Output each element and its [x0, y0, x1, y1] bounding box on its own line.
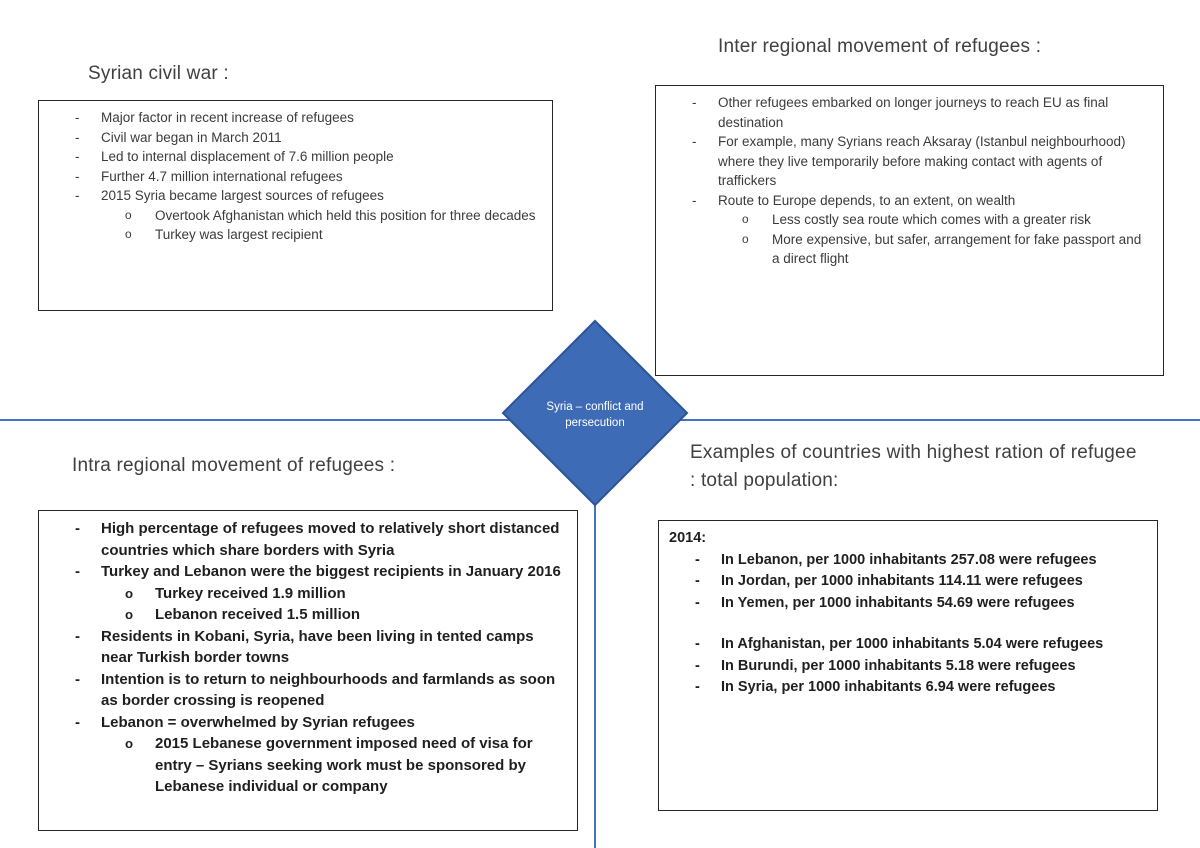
dash-bullet-icon: -: [692, 95, 697, 110]
list-item: [656, 191, 1163, 211]
list-item-text: Turkey was largest recipient: [155, 227, 323, 242]
list-item-text: 2014:: [669, 530, 707, 546]
circle-bullet-icon: o: [742, 212, 749, 226]
highest-ratio-box: [658, 520, 1158, 811]
list-item-text: Lebanon = overwhelmed by Syrian refugees: [101, 713, 415, 731]
list-item-text: More expensive, but safer, arrangement for fake passport and a direct flight: [772, 231, 1142, 266]
circle-bullet-icon: o: [125, 207, 132, 222]
circle-bullet-icon: o: [125, 585, 134, 601]
list-item-text: Intention is to return to neighbourhoods and farmlands as soon as border crossing is reopened: [101, 670, 556, 709]
list-item-text: High percentage of refugees moved to relatively short distanced countries which share borders with Syria: [101, 520, 560, 559]
list-item: [39, 561, 577, 583]
list-item: [656, 93, 1163, 132]
list-item: [659, 656, 1157, 678]
circle-bullet-icon: o: [125, 227, 132, 241]
list-item: [39, 712, 577, 734]
dash-bullet-icon: -: [695, 636, 700, 652]
circle-bullet-icon: o: [742, 231, 749, 246]
list-item-text: In Jordan, per 1000 inhabitants 114.11 were refugees: [721, 573, 1083, 589]
list-item-text: In Lebanon, per 1000 inhabitants 257.08 were refugees: [721, 551, 1097, 568]
list-item-text: 2015 Lebanese government imposed need of visa for entry – Syrians seeking work must be sponsored by Lebanese individual or company: [155, 735, 533, 795]
list-item: [659, 614, 1157, 634]
center-node-label: [515, 399, 675, 431]
inter-regional-box: [655, 85, 1164, 376]
list-item: [39, 167, 552, 187]
dash-bullet-icon: -: [692, 192, 697, 208]
dash-bullet-icon: -: [75, 713, 80, 731]
list-item-text: Overtook Afghanistan which held this position for three decades: [155, 207, 536, 223]
list-item-text: In Burundi, per 1000 inhabitants 5.18 were refugees: [721, 657, 1076, 674]
list-item-text: In Yemen, per 1000 inhabitants 54.69 were refugees: [721, 594, 1075, 611]
list-item: [659, 593, 1157, 615]
list-item-text: Other refugees embarked on longer journeys to reach EU as final destination: [718, 95, 1109, 130]
list-item-text: Civil war began in March 2011: [101, 129, 282, 145]
list-item: [39, 669, 577, 712]
list-item-text: Route to Europe depends, to an extent, on wealth: [718, 192, 1016, 208]
dash-bullet-icon: -: [75, 110, 80, 125]
dash-bullet-icon: -: [695, 551, 700, 568]
dash-bullet-icon: -: [695, 679, 700, 695]
list-item: [39, 186, 552, 206]
dash-bullet-icon: -: [75, 129, 80, 145]
circle-bullet-icon: o: [125, 736, 134, 751]
list-item: [656, 210, 1163, 230]
dash-bullet-icon: -: [75, 188, 80, 203]
list-item: [39, 206, 552, 226]
circle-bullet-icon: o: [125, 607, 134, 622]
list-item: [659, 677, 1157, 699]
list-item: [659, 634, 1157, 656]
dash-bullet-icon: -: [75, 627, 80, 645]
list-item: [39, 225, 552, 245]
quadrant-title-syrian-civil-war: Syrian civil war :: [88, 63, 229, 84]
center-node-line2: persecution: [565, 417, 625, 429]
list-item: [39, 518, 577, 561]
list-item-text: Residents in Kobani, Syria, have been living in tented camps near Turkish border towns: [101, 627, 534, 666]
center-node-line1: Syria – conflict and: [546, 401, 644, 413]
list-item: [39, 147, 552, 167]
list-item-text: Major factor in recent increase of refugees: [101, 110, 354, 125]
list-item-text: In Syria, per 1000 inhabitants 6.94 were refugees: [721, 679, 1056, 695]
list-item-text: Further 4.7 million international refugees: [101, 168, 343, 184]
dash-bullet-icon: -: [695, 594, 700, 611]
list-item: [39, 108, 552, 128]
list-item: [656, 132, 1163, 191]
list-item-text: Turkey received 1.9 million: [155, 584, 346, 602]
dash-bullet-icon: -: [75, 149, 80, 164]
dash-bullet-icon: -: [695, 657, 700, 674]
list-item: [659, 571, 1157, 593]
list-item: [39, 128, 552, 148]
list-item-text: Less costly sea route which comes with a greater risk: [772, 212, 1091, 227]
list-item: [39, 626, 577, 669]
dash-bullet-icon: -: [692, 134, 697, 149]
quadrant-title-intra-regional: Intra regional movement of refugees :: [72, 455, 396, 476]
list-item-text: Turkey and Lebanon were the biggest recipients in January 2016: [101, 563, 561, 580]
syrian-civil-war-box: [38, 100, 553, 311]
quadrant-title-highest-ratio: Examples of countries with highest ration of refugee : total population:: [690, 442, 1137, 491]
list-item: [39, 604, 577, 626]
list-item: [656, 230, 1163, 269]
intra-regional-box: [38, 510, 578, 831]
dash-bullet-icon: -: [75, 563, 80, 580]
list-item: [659, 550, 1157, 572]
dash-bullet-icon: -: [75, 670, 80, 688]
list-item: [39, 733, 577, 798]
list-item-text: For example, many Syrians reach Aksaray (Istanbul neighbourhood) where they live temporarily before making contact with agents of traffickers: [718, 134, 1126, 188]
quadrant-title-inter-regional: Inter regional movement of refugees :: [718, 36, 1042, 57]
list-item-text: Lebanon received 1.5 million: [155, 606, 361, 623]
list-item-text: 2015 Syria became largest sources of refugees: [101, 188, 384, 203]
list-item: [39, 583, 577, 605]
list-item-text: Led to internal displacement of 7.6 million people: [101, 149, 394, 164]
list-item: [659, 528, 1157, 550]
dash-bullet-icon: -: [75, 520, 80, 537]
dash-bullet-icon: -: [695, 573, 700, 589]
dash-bullet-icon: -: [75, 168, 80, 184]
list-item-text: In Afghanistan, per 1000 inhabitants 5.04 were refugees: [721, 636, 1104, 652]
